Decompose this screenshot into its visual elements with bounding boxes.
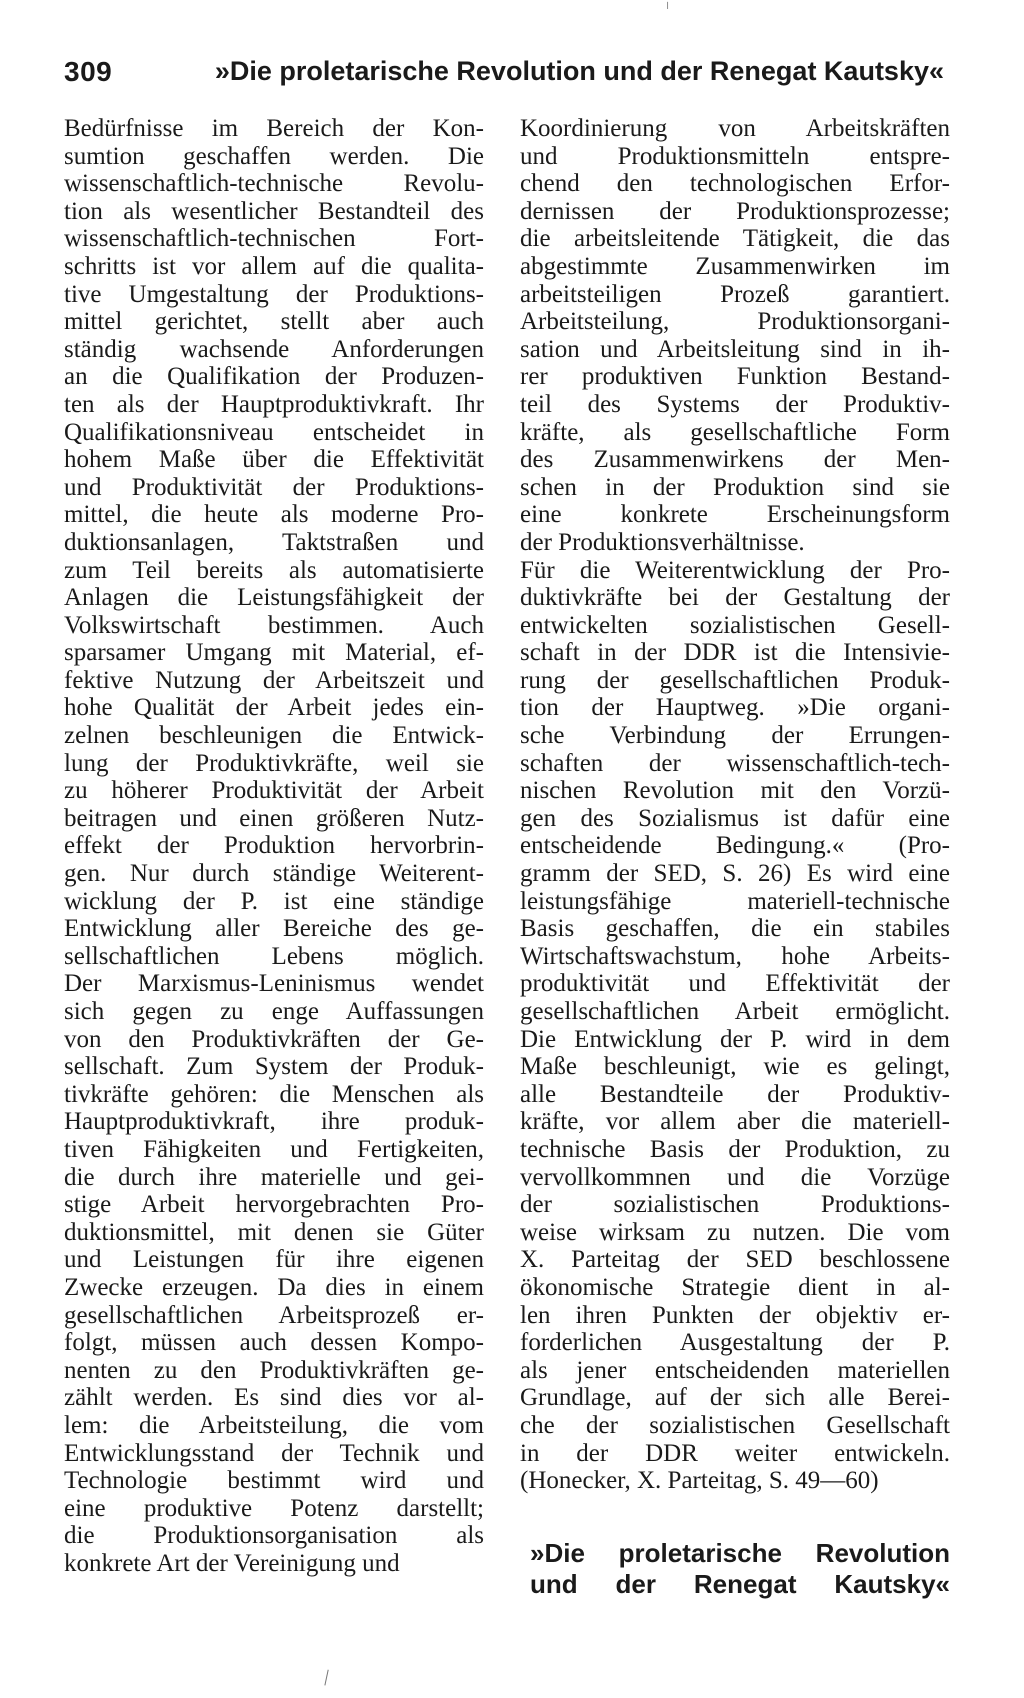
text-line: Hauptproduktivkraft, ihre produk- xyxy=(64,1108,484,1136)
text-line: Volkswirtschaft bestimmen. Auch xyxy=(64,611,484,639)
text-line: des Zusammenwirkens der Men- xyxy=(520,446,950,474)
text-line: sellschaftlichen Lebens möglich. xyxy=(64,942,484,970)
text-line: eine produktive Potenz darstellt; xyxy=(64,1494,484,1522)
text-line: an die Qualifikation der Produzen- xyxy=(64,363,484,391)
text-line: rung der gesellschaftlichen Produk- xyxy=(520,666,950,694)
text-line: ten als der Hauptproduktivkraft. Ihr xyxy=(64,390,484,418)
text-line: gesellschaftlichen Arbeitsprozeß er- xyxy=(64,1301,484,1329)
text-line: tivkräfte gehören: die Menschen als xyxy=(64,1080,484,1108)
text-line: mittel gerichtet, stellt aber auch xyxy=(64,308,484,336)
text-line: hohem Maße über die Effektivität xyxy=(64,446,484,474)
text-line: Die Entwicklung der P. wird in dem xyxy=(520,1025,950,1053)
section-heading xyxy=(530,1538,950,1600)
text-line: kräfte, als gesellschaftliche Form xyxy=(520,418,950,446)
running-head xyxy=(64,56,944,96)
text-line: zelnen beschleunigen die Entwick- xyxy=(64,722,484,750)
text-line: stige Arbeit hervorgebrachten Pro- xyxy=(64,1191,484,1219)
text-line: lung der Produktivkräfte, weil sie xyxy=(64,749,484,777)
text-line: Qualifikationsniveau entscheidet in xyxy=(64,418,484,446)
text-line: rer produktiven Funktion Bestand- xyxy=(520,363,950,391)
text-line: hohe Qualität der Arbeit jedes ein- xyxy=(64,694,484,722)
text-line: und Leistungen für ihre eigenen xyxy=(64,1246,484,1274)
left-text-column xyxy=(64,115,484,1577)
text-line: Entwicklungsstand der Technik und xyxy=(64,1439,484,1467)
text-line: X. Parteitag der SED beschlossene xyxy=(520,1246,950,1274)
text-line: Grundlage, auf der sich alle Berei- xyxy=(520,1384,950,1412)
text-line: wissenschaftlich-technische Revolu- xyxy=(64,170,484,198)
text-line: Für die Weiterentwicklung der Pro- xyxy=(520,556,950,584)
text-line: (Honecker, X. Parteitag, S. 49—60) xyxy=(520,1467,879,1495)
text-line: duktivkräfte bei der Gestaltung der xyxy=(520,584,950,612)
running-head-title: »Die proletarische Revolution und der Renegat Kautsky« xyxy=(214,56,944,86)
text-line: teil des Systems der Produktiv- xyxy=(520,390,950,418)
text-line: schen in der Produktion sind sie xyxy=(520,473,950,501)
text-line: wissenschaftlich-technischen Fort- xyxy=(64,225,484,253)
text-line: als jener entscheidenden materiellen xyxy=(520,1356,950,1384)
text-line: Zwecke erzeugen. Da dies in einem xyxy=(64,1273,484,1301)
text-line: folgt, müssen auch dessen Kompo- xyxy=(64,1329,484,1357)
text-line: tive Umgestaltung der Produktions- xyxy=(64,280,484,308)
right-text-column xyxy=(520,115,950,1495)
text-line: sumtion geschaffen werden. Die xyxy=(64,142,484,170)
text-line: dernissen der Produktionsprozesse; xyxy=(520,197,950,225)
text-line: lem: die Arbeitsteilung, die vom xyxy=(64,1411,484,1439)
text-line: gen des Sozialismus ist dafür eine xyxy=(520,804,950,832)
text-line: tiven Fähigkeiten und Fertigkeiten, xyxy=(64,1135,484,1163)
text-line: Anlagen die Leistungsfähigkeit der xyxy=(64,584,484,612)
text-line: weise wirksam zu nutzen. Die vom xyxy=(520,1218,950,1246)
text-line: gramm der SED, S. 26) Es wird eine xyxy=(520,860,950,888)
text-line: sparsamer Umgang mit Material, ef- xyxy=(64,639,484,667)
text-line: die Produktionsorganisation als xyxy=(64,1522,484,1550)
section-heading-line: und der Renegat Kautsky« xyxy=(530,1569,950,1599)
text-line: wicklung der P. ist eine ständige xyxy=(64,887,484,915)
text-line: sche Verbindung der Errungen- xyxy=(520,722,950,750)
text-line: ökonomische Strategie dient in al- xyxy=(520,1273,950,1301)
text-line: konkrete Art der Vereinigung und xyxy=(64,1549,400,1577)
text-line: arbeitsteiligen Prozeß garantiert. xyxy=(520,280,950,308)
text-line: schaften der wissenschaftlich-tech- xyxy=(520,749,950,777)
text-line: entscheidende Bedingung.« (Pro- xyxy=(520,832,950,860)
text-line: chend den technologischen Erfor- xyxy=(520,170,950,198)
text-line: der sozialistischen Produktions- xyxy=(520,1191,950,1219)
text-line: Maße beschleunigt, wie es gelingt, xyxy=(520,1053,950,1081)
text-line: sation und Arbeitsleitung sind in ih- xyxy=(520,335,950,363)
text-line: alle Bestandteile der Produktiv- xyxy=(520,1080,950,1108)
text-line: sellschaft. Zum System der Produk- xyxy=(64,1053,484,1081)
text-line: nischen Revolution mit den Vorzü- xyxy=(520,777,950,805)
text-line: Basis geschaffen, die ein stabiles xyxy=(520,915,950,943)
text-line: duktionsanlagen, Taktstraßen und xyxy=(64,528,484,556)
page-mark xyxy=(324,1670,332,1687)
text-line: entwickelten sozialistischen Gesell- xyxy=(520,611,950,639)
text-line: Der Marxismus-Leninismus wendet xyxy=(64,970,484,998)
text-line: tion der Hauptweg. »Die organi- xyxy=(520,694,950,722)
text-line: technische Basis der Produktion, zu xyxy=(520,1135,950,1163)
text-line: die arbeitsleitende Tätigkeit, die das xyxy=(520,225,950,253)
text-line: che der sozialistischen Gesellschaft xyxy=(520,1411,950,1439)
text-line: Technologie bestimmt wird und xyxy=(64,1467,484,1495)
text-line: und Produktivität der Produktions- xyxy=(64,473,484,501)
text-line: abgestimmte Zusammenwirken im xyxy=(520,252,950,280)
text-line: in der DDR weiter entwickeln. xyxy=(520,1439,950,1467)
text-line: Bedürfnisse im Bereich der Kon- xyxy=(64,115,484,142)
text-line: sich gegen zu enge Auffassungen xyxy=(64,998,484,1025)
text-line: duktionsmittel, mit denen sie Güter xyxy=(64,1218,484,1246)
text-line: produktivität und Effektivität der xyxy=(520,970,950,998)
text-line: Koordinierung von Arbeitskräften xyxy=(520,115,950,142)
text-line: ständig wachsende Anforderungen xyxy=(64,335,484,363)
text-line: schritts ist vor allem auf die qualita- xyxy=(64,252,484,280)
text-line: kräfte, vor allem aber die materiell- xyxy=(520,1108,950,1136)
text-line: beitragen und einen größeren Nutz- xyxy=(64,804,484,832)
text-line: Arbeitsteilung, Produktionsorgani- xyxy=(520,308,950,336)
text-line: forderlichen Ausgestaltung der P. xyxy=(520,1329,950,1357)
text-line: und Produktionsmitteln entspre- xyxy=(520,142,950,170)
text-line: fektive Nutzung der Arbeitszeit und xyxy=(64,666,484,694)
text-line: nenten zu den Produktivkräften ge- xyxy=(64,1356,484,1384)
text-line: der Produktionsverhältnisse. xyxy=(520,528,805,556)
text-line: zum Teil bereits als automatisierte xyxy=(64,556,484,584)
text-line: eine konkrete Erscheinungsform xyxy=(520,501,950,529)
text-line: die durch ihre materielle und gei- xyxy=(64,1163,484,1191)
text-line: zu höherer Produktivität der Arbeit xyxy=(64,777,484,805)
text-line: gesellschaftlichen Arbeit ermöglicht. xyxy=(520,998,950,1025)
text-line: von den Produktivkräften der Ge- xyxy=(64,1025,484,1053)
text-line: gen. Nur durch ständige Weiterent- xyxy=(64,860,484,888)
text-line: leistungsfähige materiell-technische xyxy=(520,887,950,915)
page-number: 309 xyxy=(64,56,113,87)
section-heading-line: »Die proletarische Revolution xyxy=(530,1538,950,1568)
text-line: tion als wesentlicher Bestandteil des xyxy=(64,197,484,225)
text-line: mittel, die heute als moderne Pro- xyxy=(64,501,484,529)
text-line: zählt werden. Es sind dies vor al- xyxy=(64,1384,484,1412)
text-line: vervollkommnen und die Vorzüge xyxy=(520,1163,950,1191)
text-line: len ihren Punkten der objektiv er- xyxy=(520,1301,950,1329)
margin-scratch-mark: ╵ xyxy=(664,2,672,16)
text-line: Entwicklung aller Bereiche des ge- xyxy=(64,915,484,943)
text-line: effekt der Produktion hervorbrin- xyxy=(64,832,484,860)
text-line: Wirtschaftswachstum, hohe Arbeits- xyxy=(520,942,950,970)
text-line: schaft in der DDR ist die Intensivie- xyxy=(520,639,950,667)
